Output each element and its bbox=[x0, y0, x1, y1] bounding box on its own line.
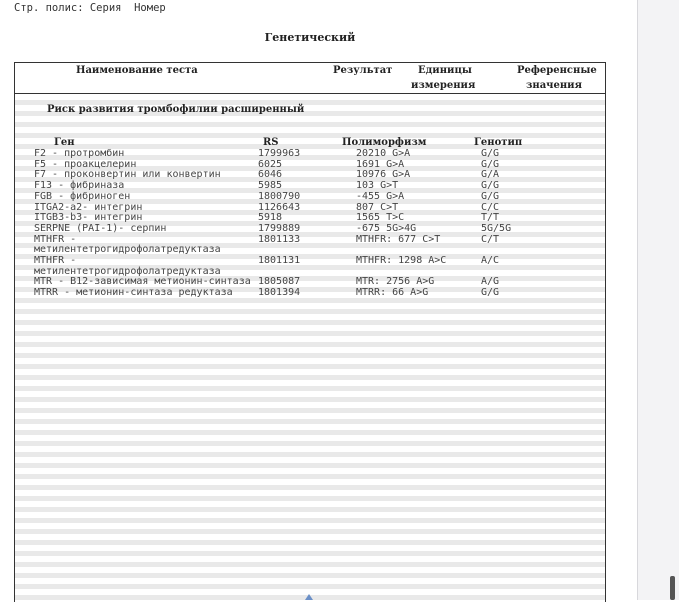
rs-cell: 6025 bbox=[258, 158, 283, 170]
genotype-cell: T/T bbox=[481, 212, 500, 224]
gene-cell: F13 - фибриназа bbox=[34, 180, 125, 192]
gene-rows bbox=[15, 149, 605, 299]
genotype-cell: A/G bbox=[481, 276, 500, 288]
gene-cell: F2 - протромбин bbox=[34, 148, 125, 159]
table-row bbox=[15, 224, 605, 235]
table-header bbox=[15, 63, 605, 94]
genotype-cell: G/A bbox=[481, 169, 500, 181]
gene-cell: MTRR - метионин-синтаза редуктаза bbox=[34, 287, 233, 299]
rs-cell: 1126643 bbox=[258, 201, 301, 213]
col-gene: Ген bbox=[54, 137, 75, 148]
scrollbar-thumb[interactable] bbox=[670, 576, 675, 600]
rs-cell: 1805087 bbox=[258, 276, 301, 288]
gene-cell: ITGB3-b3- интегрин bbox=[34, 212, 143, 224]
col-reference-line2: значения bbox=[526, 80, 582, 91]
polymorphism-cell: -455 G>A bbox=[356, 190, 405, 202]
rs-cell: 1801131 bbox=[258, 255, 301, 267]
polymorphism-cell: MTR: 2756 A>G bbox=[356, 276, 435, 288]
col-result: Результат bbox=[333, 65, 393, 76]
genotype-cell: C/T bbox=[481, 233, 500, 245]
rs-cell: 5918 bbox=[258, 212, 283, 224]
polymorphism-cell: MTRR: 66 A>G bbox=[356, 287, 429, 299]
polymorphism-cell: 20210 G>A bbox=[356, 148, 411, 159]
col-polymorphism: Полиморфизм bbox=[342, 137, 427, 148]
table-row bbox=[15, 288, 605, 299]
rs-cell: 1800790 bbox=[258, 190, 301, 202]
policy-line: Стр. полис: Серия Номер bbox=[14, 2, 166, 14]
polymorphism-cell: MTHFR: 1298 A>C bbox=[356, 255, 447, 267]
viewer-side-panel bbox=[637, 0, 679, 600]
genotype-cell: G/G bbox=[481, 148, 500, 159]
genotype-cell: C/C bbox=[481, 201, 500, 213]
rs-cell: 1799889 bbox=[258, 222, 301, 234]
col-test-name: Наименование теста bbox=[76, 65, 198, 76]
genotype-cell: A/C bbox=[481, 255, 500, 267]
gene-cell: MTHFR - метилентетрогидрофолатредуктаза bbox=[34, 255, 221, 277]
genotype-cell: G/G bbox=[481, 158, 500, 170]
col-genotype: Генотип bbox=[474, 137, 523, 148]
rs-cell: 1801394 bbox=[258, 287, 301, 299]
table-row bbox=[15, 235, 605, 256]
genotype-cell: 5G/5G bbox=[481, 222, 512, 234]
table-row bbox=[15, 256, 605, 277]
polymorphism-cell: 10976 G>A bbox=[356, 169, 411, 181]
col-reference-line1: Референсные bbox=[517, 65, 597, 76]
polymorphism-cell: 807 C>T bbox=[356, 201, 399, 213]
gene-cell: FGB - фибриноген bbox=[34, 190, 131, 202]
col-units-line2: измерения bbox=[411, 80, 476, 91]
genotype-cell: G/G bbox=[481, 180, 500, 192]
gene-cell: SERPNE (PAI-1)- серпин bbox=[34, 222, 167, 234]
polymorphism-cell: 103 G>T bbox=[356, 180, 399, 192]
gene-cell: MTR - B12-зависимая метионин-синтаза bbox=[34, 276, 251, 288]
genotype-cell: G/G bbox=[481, 287, 500, 299]
gene-cell: F5 - проакцелерин bbox=[34, 158, 137, 170]
rs-cell: 5985 bbox=[258, 180, 283, 192]
genotype-cell: G/G bbox=[481, 190, 500, 202]
polymorphism-cell: MTHFR: 677 C>T bbox=[356, 233, 441, 245]
page-marker-icon bbox=[305, 594, 313, 600]
rs-cell: 6046 bbox=[258, 169, 283, 181]
results-table bbox=[14, 62, 606, 602]
polymorphism-cell: 1565 T>C bbox=[356, 212, 405, 224]
gene-cell: ITGA2-a2- интегрин bbox=[34, 201, 143, 213]
col-units-line1: Единицы bbox=[418, 65, 472, 76]
col-rs: RS bbox=[263, 137, 279, 148]
gene-cell: F7 - проконвертин или конвертин bbox=[34, 169, 221, 181]
rs-cell: 1799963 bbox=[258, 148, 301, 159]
polymorphism-cell: 1691 G>A bbox=[356, 158, 405, 170]
rs-cell: 1801133 bbox=[258, 233, 301, 245]
polymorphism-cell: -675 5G>4G bbox=[356, 222, 417, 234]
table-row bbox=[15, 192, 605, 203]
gene-cell: MTHFR - метилентетрогидрофолатредуктаза bbox=[34, 233, 221, 256]
section-title: Риск развития тромбофилии расширенный bbox=[47, 104, 305, 115]
page-title: Генетический bbox=[264, 31, 356, 44]
